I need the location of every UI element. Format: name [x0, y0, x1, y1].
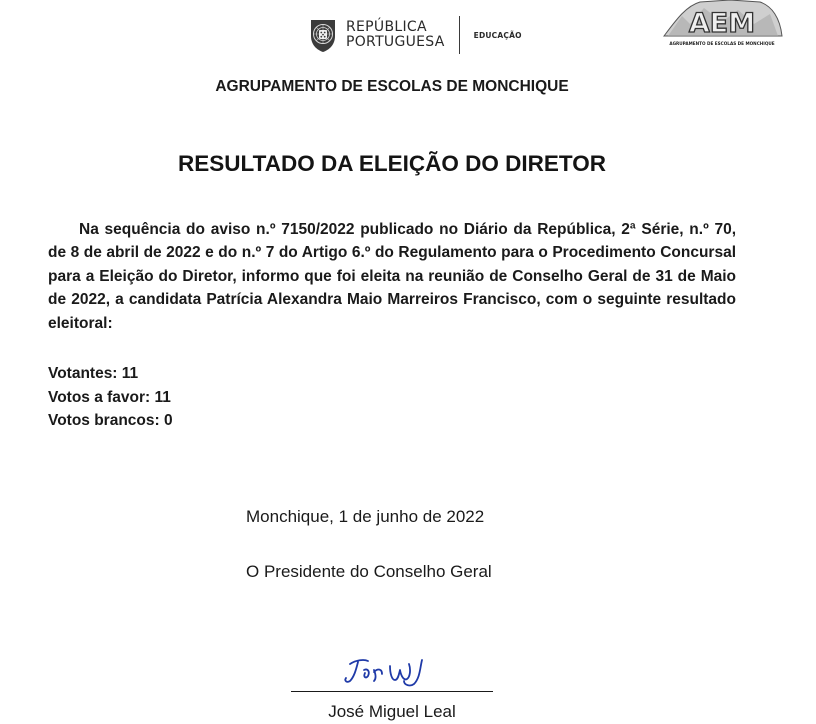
- handwritten-signature: [338, 650, 448, 690]
- election-results: [48, 362, 173, 433]
- signature-line: [291, 691, 493, 692]
- gov-wordmark: [346, 20, 445, 50]
- school-name-heading: AGRUPAMENTO DE ESCOLAS DE MONCHIQUE: [215, 78, 569, 95]
- result-votos-favor: Votos a favor: 11: [48, 388, 171, 406]
- svg-text:AEM: AEM: [688, 8, 756, 39]
- aem-logo-icon: [660, 0, 784, 40]
- portuguese-coat-of-arms-icon: [308, 17, 338, 53]
- signatory-name: José Miguel Leal: [328, 702, 456, 721]
- gov-line-1: REPÚBLICA: [346, 19, 427, 35]
- school-logo: [660, 0, 784, 48]
- gov-logo-divider: [459, 16, 460, 54]
- republica-portuguesa-logo: [308, 16, 522, 54]
- election-notice-paragraph: Na sequência do aviso n.º 7150/2022 publicado no Diário da República, 2ª Série, n.º 70, de 8 de abril de 2022 e do n.º 7 do Artigo 6.º do Regulamento para o Procedimento Concursal para a Eleição do Diretor, informo que foi eleita na reunião de Conselho Geral de 31 de Maio de 2022, a candidata Patrícia Alexandra Maio Marreiros Francisco, com o seguinte resultado eleitoral:: [48, 221, 736, 332]
- result-votantes: Votantes: 11: [48, 365, 139, 382]
- ministry-label: EDUCAÇÃO: [473, 30, 522, 40]
- gov-line-2: PORTUGUESA: [346, 34, 445, 50]
- place-and-date: Monchique, 1 de junho de 2022: [246, 507, 485, 526]
- school-logo-caption: AGRUPAMENTO DE ESCOLAS DE MONCHIQUE: [669, 41, 775, 46]
- document-title: RESULTADO DA ELEIÇÃO DO DIRETOR: [178, 151, 606, 176]
- signatory-role: O Presidente do Conselho Geral: [246, 562, 492, 581]
- result-votos-brancos: Votos brancos: 0: [48, 412, 173, 429]
